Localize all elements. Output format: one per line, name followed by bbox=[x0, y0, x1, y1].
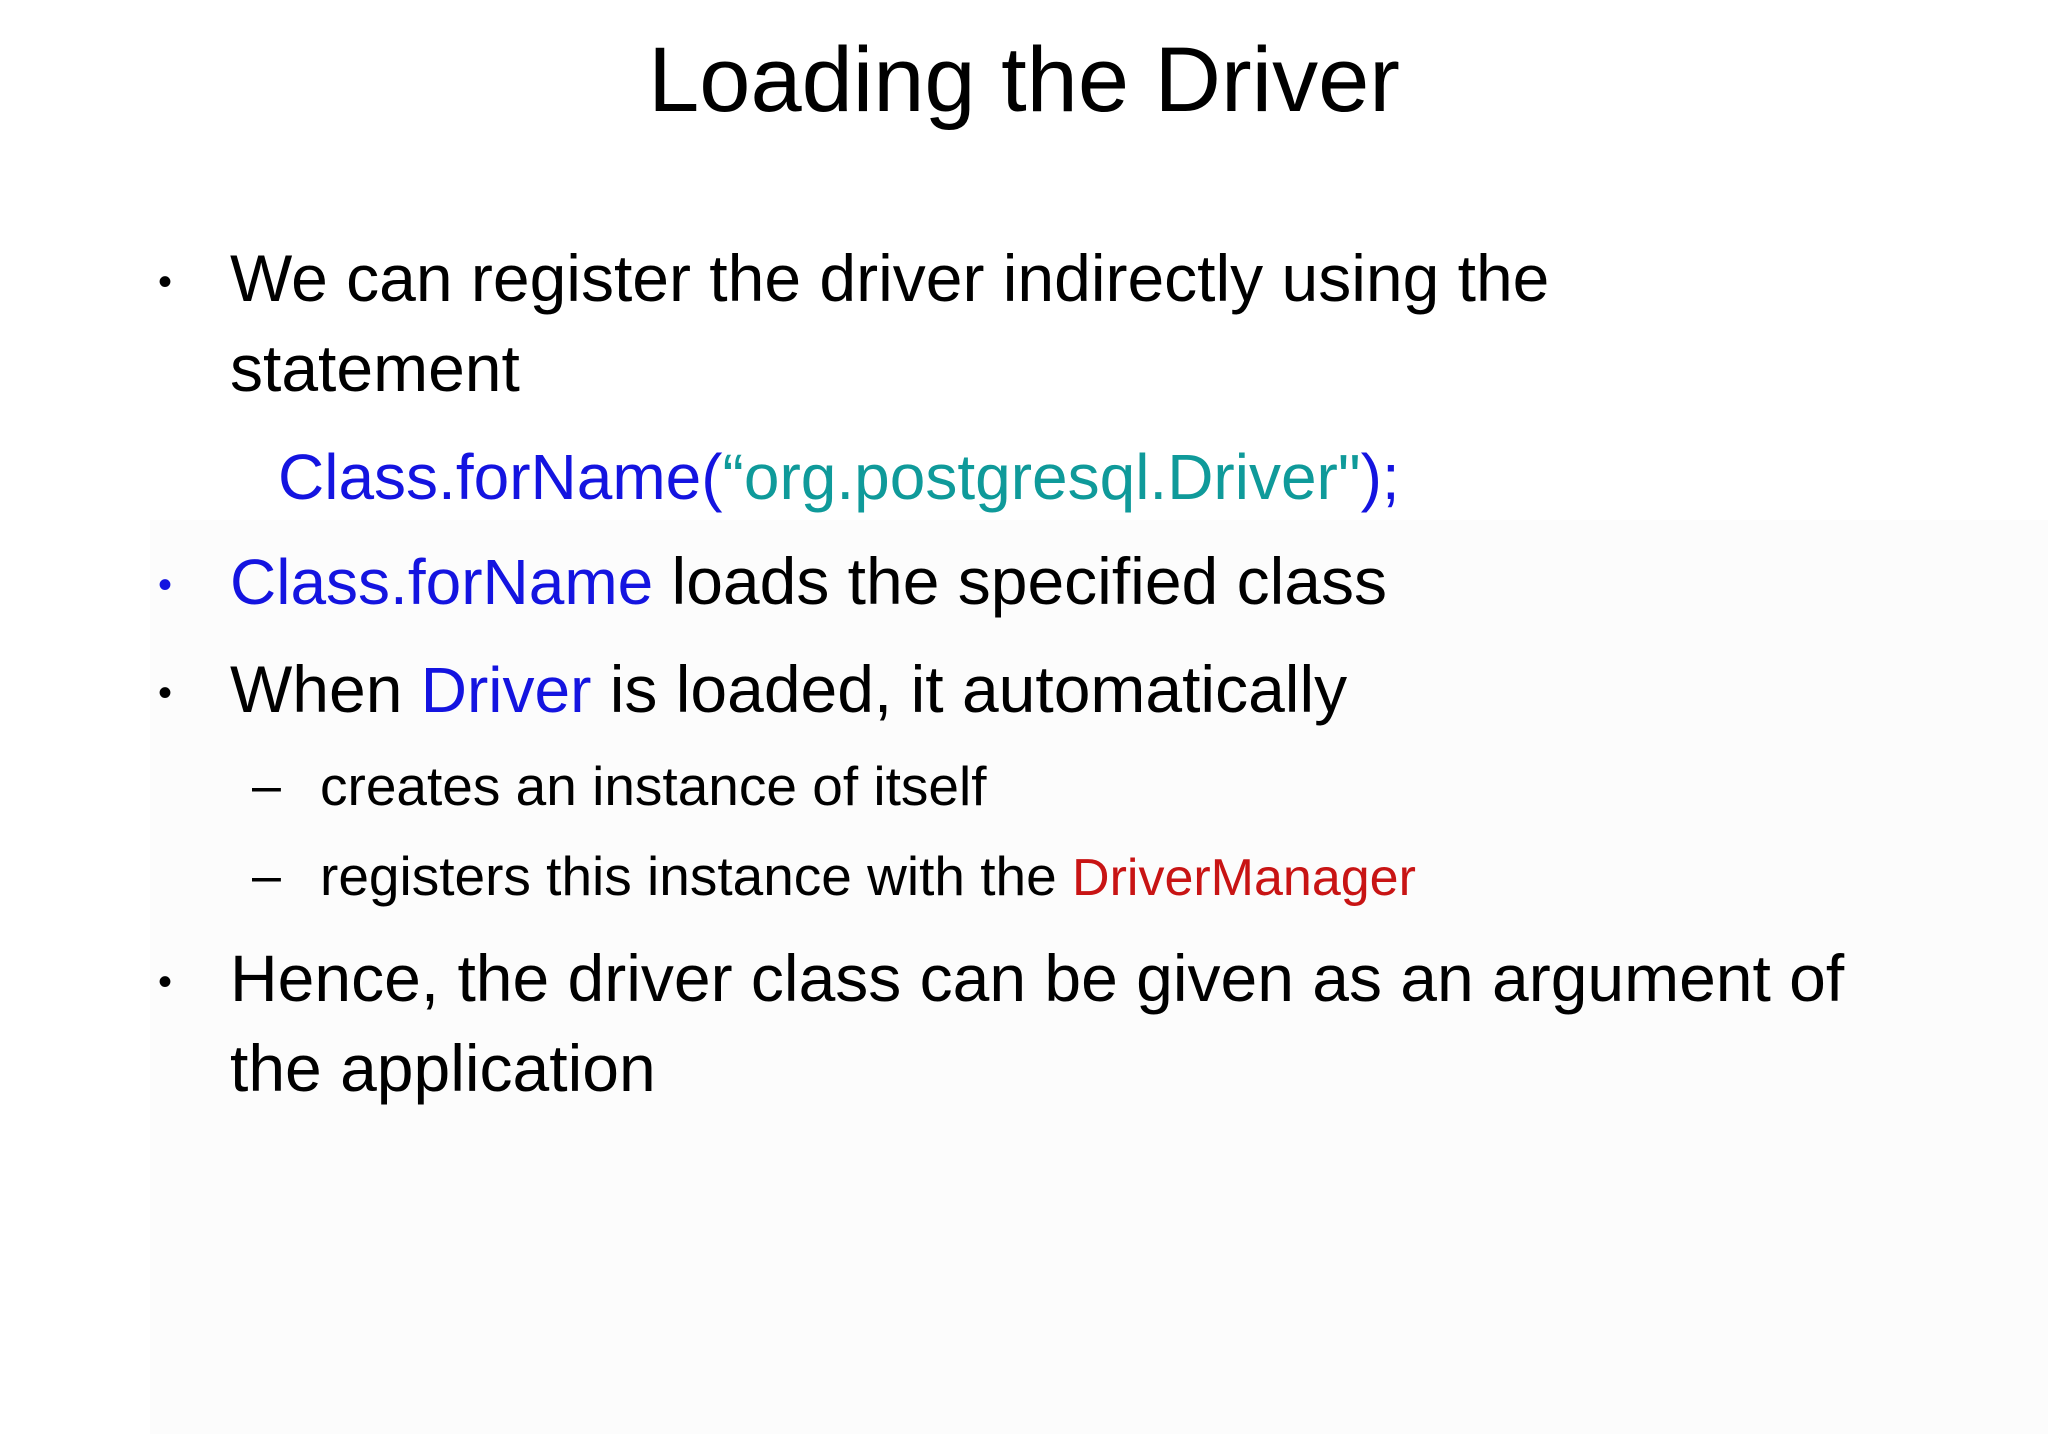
bullet3-code: Driver bbox=[420, 654, 592, 726]
bullet4-line1: Hence, the driver class can be given as an argument of bbox=[230, 941, 1845, 1015]
bullet3-text bbox=[230, 644, 1347, 735]
code-prefix: Class.forName( bbox=[278, 441, 723, 513]
bullet2-text bbox=[230, 536, 1387, 627]
bullet2-rest: loads the specified class bbox=[653, 544, 1387, 618]
bullet3-before: When bbox=[230, 652, 421, 726]
bullet2-code: Class.forName bbox=[230, 546, 654, 618]
bullet3-after: is loaded, it automatically bbox=[591, 652, 1348, 726]
code-statement bbox=[278, 432, 1400, 522]
sub2-text bbox=[320, 836, 1416, 918]
code-string: “org.postgresql.Driver" bbox=[722, 441, 1361, 513]
bullet-marker: • bbox=[157, 563, 172, 607]
sub2-rest: registers this instance with the bbox=[320, 845, 1073, 907]
bullet-marker: • bbox=[157, 671, 172, 715]
sub1-text: creates an instance of itself bbox=[320, 755, 987, 817]
sub2-code: DriverManager bbox=[1072, 849, 1416, 907]
bullet1-line1: We can register the driver indirectly using the bbox=[230, 241, 1550, 315]
bullet1-line2: statement bbox=[230, 331, 520, 405]
code-suffix: ); bbox=[1360, 441, 1400, 513]
dash-marker: – bbox=[252, 757, 281, 815]
dash-marker: – bbox=[252, 847, 281, 905]
bullet-marker: • bbox=[157, 260, 172, 304]
slide-title: Loading the Driver bbox=[648, 29, 1400, 131]
bullet-marker: • bbox=[157, 960, 172, 1004]
bullet4-line2: the application bbox=[230, 1031, 656, 1105]
